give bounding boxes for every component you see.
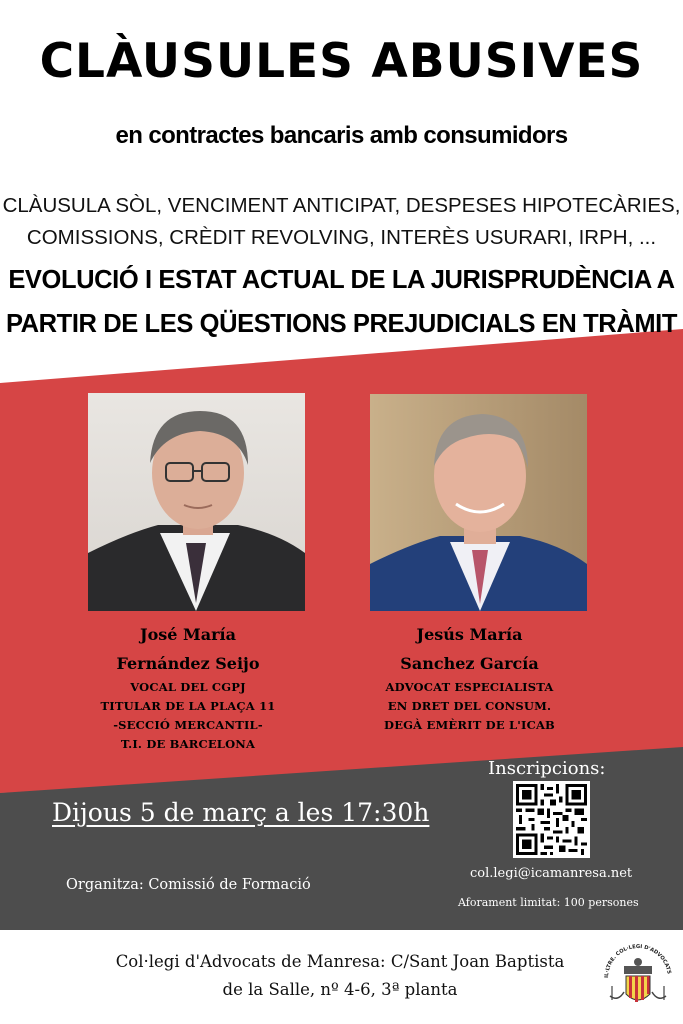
headline-line-2: PARTIR DE LES QÜESTIONS PREJUDICIALS EN TRÀMIT <box>5 310 678 338</box>
speaker-2-role-line-1: ADVOCAT ESPECIALISTA <box>385 680 554 694</box>
inscriptions-label: Inscripcions: <box>488 758 606 779</box>
speaker-photo-2 <box>370 394 587 611</box>
speaker-2 <box>352 620 587 735</box>
speaker-1-role-line-4: T.I. DE BARCELONA <box>120 737 256 751</box>
address-line-2: de la Salle, nº 4-6, 3ª planta <box>222 980 458 999</box>
bar-association-seal-icon <box>598 936 678 1018</box>
topics-line-1: CLÀUSULA SÒL, VENCIMENT ANTICIPAT, DESPESES HIPOTECÀRIES, <box>2 194 681 217</box>
contact-email[interactable]: col.legi@icamanresa.net <box>470 866 633 881</box>
speaker-2-role-line-3: DEGÀ EMÈRIT DE L'ICAB <box>384 718 555 732</box>
capacity-note: Aforament limitat: 100 persones <box>458 896 639 909</box>
speaker-2-name-line-1: Jesús María <box>416 625 523 644</box>
address-line-1: Col·legi d'Advocats de Manresa: C/Sant Joan Baptista <box>115 952 565 971</box>
topics-list <box>0 190 683 254</box>
headline <box>0 258 683 346</box>
speaker-1-role-line-3: -SECCIÓ MERCANTIL- <box>113 718 263 732</box>
topics-line-2: COMISSIONS, CRÈDIT REVOLVING, INTERÈS USURARI, IRPH, ... <box>26 226 657 249</box>
qr-code-icon[interactable] <box>513 781 590 858</box>
speaker-1-name-line-2: Fernández Seijo <box>116 654 260 673</box>
organizer: Organitza: Comissió de Formació <box>66 877 311 893</box>
speaker-photo-1 <box>88 393 305 611</box>
address <box>80 948 600 1004</box>
headline-line-1: EVOLUCIÓ I ESTAT ACTUAL DE LA JURISPRUDÈNCIA A <box>8 266 675 294</box>
speaker-1-name-line-1: José María <box>140 625 236 644</box>
speaker-1-role-line-1: VOCAL DEL CGPJ <box>130 680 246 694</box>
speaker-1 <box>88 620 288 754</box>
speaker-2-name-line-2: Sanchez García <box>400 654 539 673</box>
seal-text: IL·LTRE. COL·LEGI D'ADVOCATS <box>603 943 672 979</box>
event-title: CLÀUSULES ABUSIVES <box>39 34 644 89</box>
event-subtitle: en contractes bancaris amb consumidors <box>115 122 568 149</box>
speaker-2-role-line-2: EN DRET DEL CONSUM. <box>387 699 552 713</box>
speaker-1-role-line-2: TITULAR DE LA PLAÇA 11 <box>100 699 276 713</box>
event-date: Dijous 5 de març a les 17:30h <box>52 798 430 827</box>
